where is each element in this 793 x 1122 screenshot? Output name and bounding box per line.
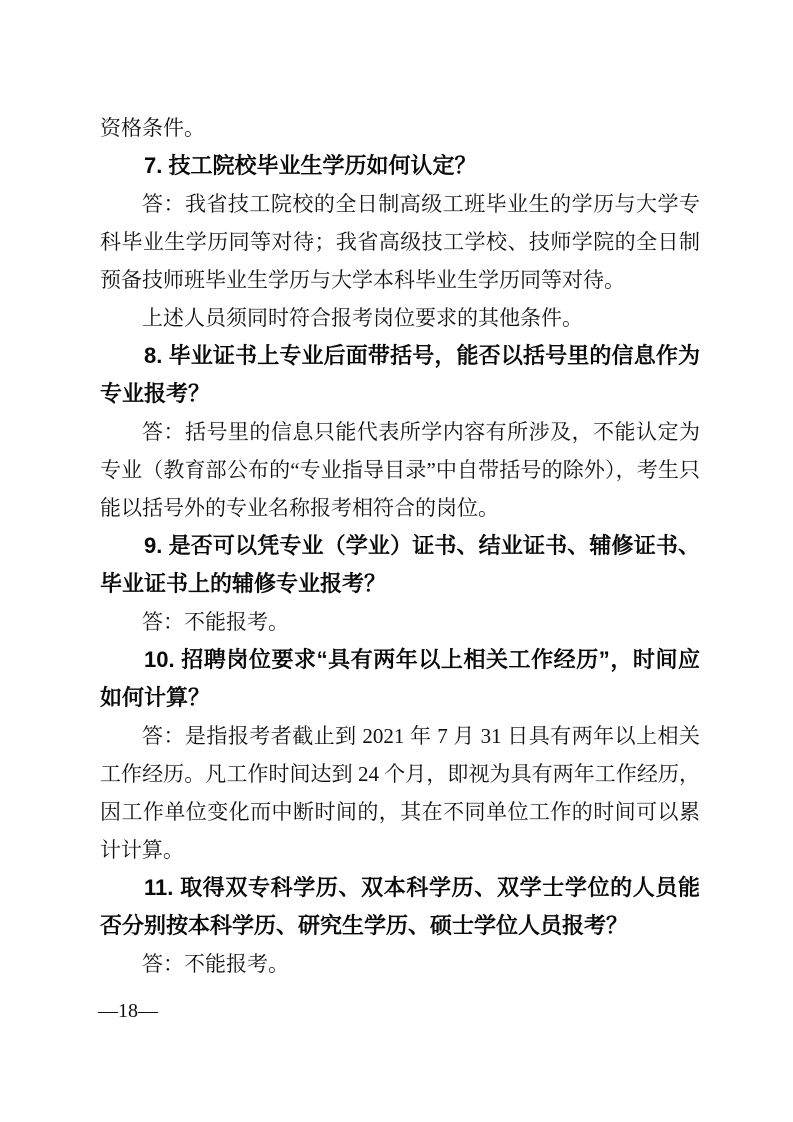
document-content xyxy=(100,109,700,983)
answer-7-additional: 上述人员须同时符合报考岗位要求的其他条件。 xyxy=(142,306,583,330)
answer-8: 答：括号里的信息只能代表所学内容有所涉及，不能认定为专业（教育部公布的“专业指导目录”中自带括号的除外），考生只能以括号外的专业名称报考相符合的岗位。 xyxy=(100,420,700,520)
answer-9: 答：不能报考。 xyxy=(142,610,289,634)
question-7: 7. 技工院校毕业生学历如何认定？ xyxy=(144,153,477,178)
page-number: —18— xyxy=(98,1000,158,1022)
paragraph-continuation: 资格条件。 xyxy=(100,116,205,140)
question-8: 8. 毕业证书上专业后面带括号，能否以括号里的信息作为专业报考？ xyxy=(100,343,700,406)
question-11: 11. 取得双专科学历、双本科学历、双学士学位的人员能否分别按本科学历、研究生学历、硕士学位人员报考？ xyxy=(100,875,700,938)
answer-10: 答：是指报考者截止到 2021 年 7 月 31 日具有两年以上相关工作经历。凡工作时间达到 24 个月，即视为具有两年工作经历，因工作单位变化而中断时间的，其在不同单位工作的时间可以累计计算。 xyxy=(100,724,700,862)
answer-11: 答：不能报考。 xyxy=(142,952,289,976)
question-9: 9. 是否可以凭专业（学业）证书、结业证书、辅修证书、毕业证书上的辅修专业报考？ xyxy=(100,533,700,596)
question-10: 10. 招聘岗位要求“具有两年以上相关工作经历”，时间应如何计算？ xyxy=(100,647,700,710)
answer-7: 答：我省技工院校的全日制高级工班毕业生的学历与大学专科毕业生学历同等对待；我省高级技工学校、技师学院的全日制预备技师班毕业生学历与大学本科毕业生学历同等对待。 xyxy=(100,192,700,292)
